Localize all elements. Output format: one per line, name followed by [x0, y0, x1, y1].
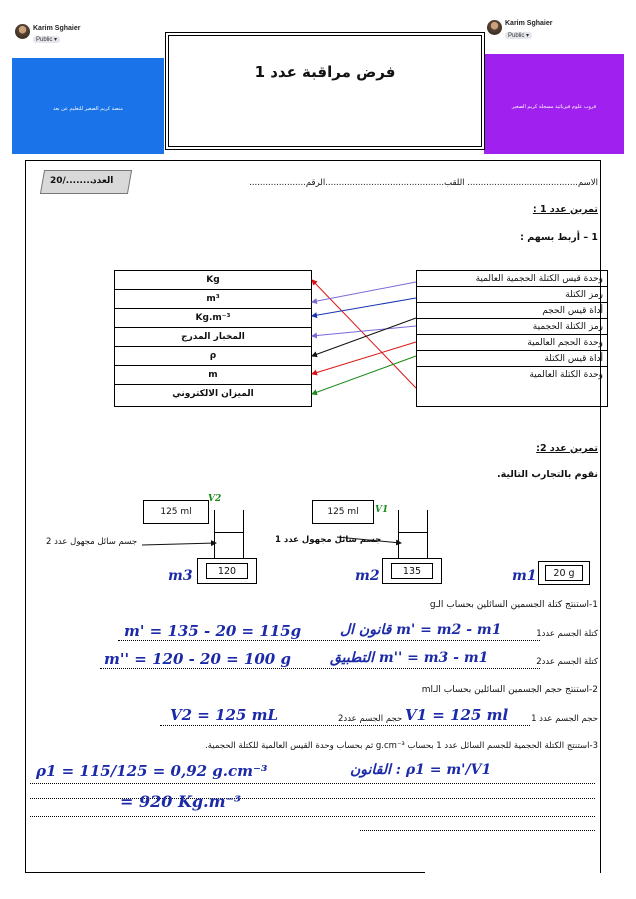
volume-tag: V1: [375, 505, 389, 515]
question-1: 1-استنتج كتلة الجسمين السائلين بحساب الـg: [429, 600, 598, 610]
q1a-formula: قانون ال m' = m2 - m1: [340, 622, 502, 638]
arrow-red: [312, 342, 416, 374]
arrow-purple: [312, 282, 416, 302]
fb-name: Karim Sghaier: [33, 25, 81, 32]
beaker: [214, 510, 244, 559]
answer-line: [30, 783, 595, 784]
label-arrow: [140, 537, 220, 549]
match-right-item: أداة قيس الحجم: [417, 303, 607, 319]
match-right-item: وحدة الكتلة العالمية: [529, 369, 603, 380]
match-arrows: [300, 270, 430, 410]
fb-public: Public ▾: [33, 36, 60, 43]
match-left-item: الميزان الالكتروني: [172, 389, 254, 399]
match-left-item: m³: [115, 290, 311, 309]
answer-line: [30, 816, 595, 817]
student-fields: الاسم......................................... اللقب............................................الرقم.....................: [249, 178, 598, 188]
scale: 120: [197, 558, 257, 584]
banner-text: قروب علوم فيزيائية مسجلة كريم الصغير: [511, 104, 597, 110]
answer-line: [360, 830, 595, 831]
q1b-label: كتلة الجسم عدد2: [536, 657, 598, 667]
liquid-label: جسم سائل مجهول عدد 2: [46, 537, 138, 547]
ex1-title: تمرين عدد 1 :: [532, 204, 598, 215]
q3-result: = 920 Kg.m⁻³: [120, 792, 241, 811]
q1b-formula: التطبيق m'' = m3 - m1: [330, 650, 489, 666]
right-banner: [484, 16, 624, 154]
match-right-item: وحدة الحجم العالمية: [417, 335, 607, 351]
left-banner: [12, 16, 164, 154]
match-right-item: أداة قيس الكتلة: [417, 351, 607, 367]
question-2: 2-استنتج حجم الجسمين السائلين بحساب الـml: [421, 685, 598, 695]
q2-label2: حجم الجسم عدد2: [338, 714, 403, 724]
frame-bottom-line: [25, 872, 425, 873]
match-left-item: المخبار المدرج: [115, 328, 311, 347]
ex1-instruction: 1 – أربط بسهم :: [520, 232, 598, 243]
match-left-item: m: [115, 366, 311, 385]
q1b-answer: m'' = 120 - 20 = 100 g: [104, 650, 291, 668]
answer-line: [118, 640, 540, 641]
q1a-answer: m' = 135 - 20 = 115g: [124, 622, 302, 640]
banner-text: منصة كريم الصغير للتعليم عن بعد: [53, 106, 123, 112]
answer-line: [100, 668, 540, 669]
match-left-item: Kg: [115, 271, 311, 290]
match-left-box: [114, 270, 312, 407]
title-box: [165, 32, 485, 150]
liquid-label: جسم سائل مجهول عدد 1: [275, 535, 382, 545]
match-right-box: [416, 270, 608, 407]
ex2-intro: نقوم بالتجارب التالية.: [496, 469, 598, 480]
mass-tag: m1: [512, 568, 537, 584]
volume-tag: V2: [208, 494, 222, 504]
answer-line: [30, 798, 595, 799]
mass-tag: m3: [168, 568, 193, 584]
q2-answer2: V2 = 125 mL: [170, 706, 279, 724]
avatar: [487, 20, 502, 35]
scale: 20 g: [538, 561, 590, 585]
match-right-item: وحدة قيس الكتلة الحجمية العالمية: [417, 271, 607, 287]
ex2-title: تمرين عدد 2:: [536, 443, 598, 454]
score-value: 20/........: [50, 176, 94, 186]
match-right-item: رمز الكتلة الحجمية: [417, 319, 607, 335]
q2-label1: حجم الجسم عدد 1: [531, 714, 598, 724]
fb-public: Public ▾: [505, 32, 532, 39]
match-left-item: Kg.m⁻³: [115, 309, 311, 328]
match-right-item: رمز الكتلة: [417, 287, 607, 303]
answer-line: [160, 725, 530, 726]
volume-box: 125 ml: [312, 500, 374, 524]
fb-name: Karim Sghaier: [505, 20, 553, 27]
label-arrow: [335, 533, 405, 547]
arrow-blue: [312, 298, 416, 316]
mass-tag: m2: [355, 568, 380, 584]
q2-answer1: V1 = 125 ml: [405, 706, 509, 724]
arrow-black: [312, 318, 416, 356]
scale: 135: [382, 558, 442, 584]
arrow-green: [312, 356, 416, 394]
avatar: [15, 24, 30, 39]
score-label: العدد: [92, 176, 114, 186]
q1a-label: كتلة الجسم عدد1: [536, 629, 598, 639]
volume-box: 125 ml: [143, 500, 209, 524]
q3-fraction: ρ1 = 115/125 = 0,92 g.cm⁻³: [36, 762, 268, 780]
q3-law: القانون : ρ1 = m'/V1: [350, 762, 492, 778]
question-3: 3-استنتج الكتلة الحجمية للجسم السائل عدد 1 بحساب g.cm⁻³ ثم بحساب وحدة القيس العالمية للكتلة الحجمية.: [205, 741, 598, 751]
match-left-item: ρ: [115, 347, 311, 366]
page-title: فرض مراقبة عدد 1: [254, 63, 396, 81]
